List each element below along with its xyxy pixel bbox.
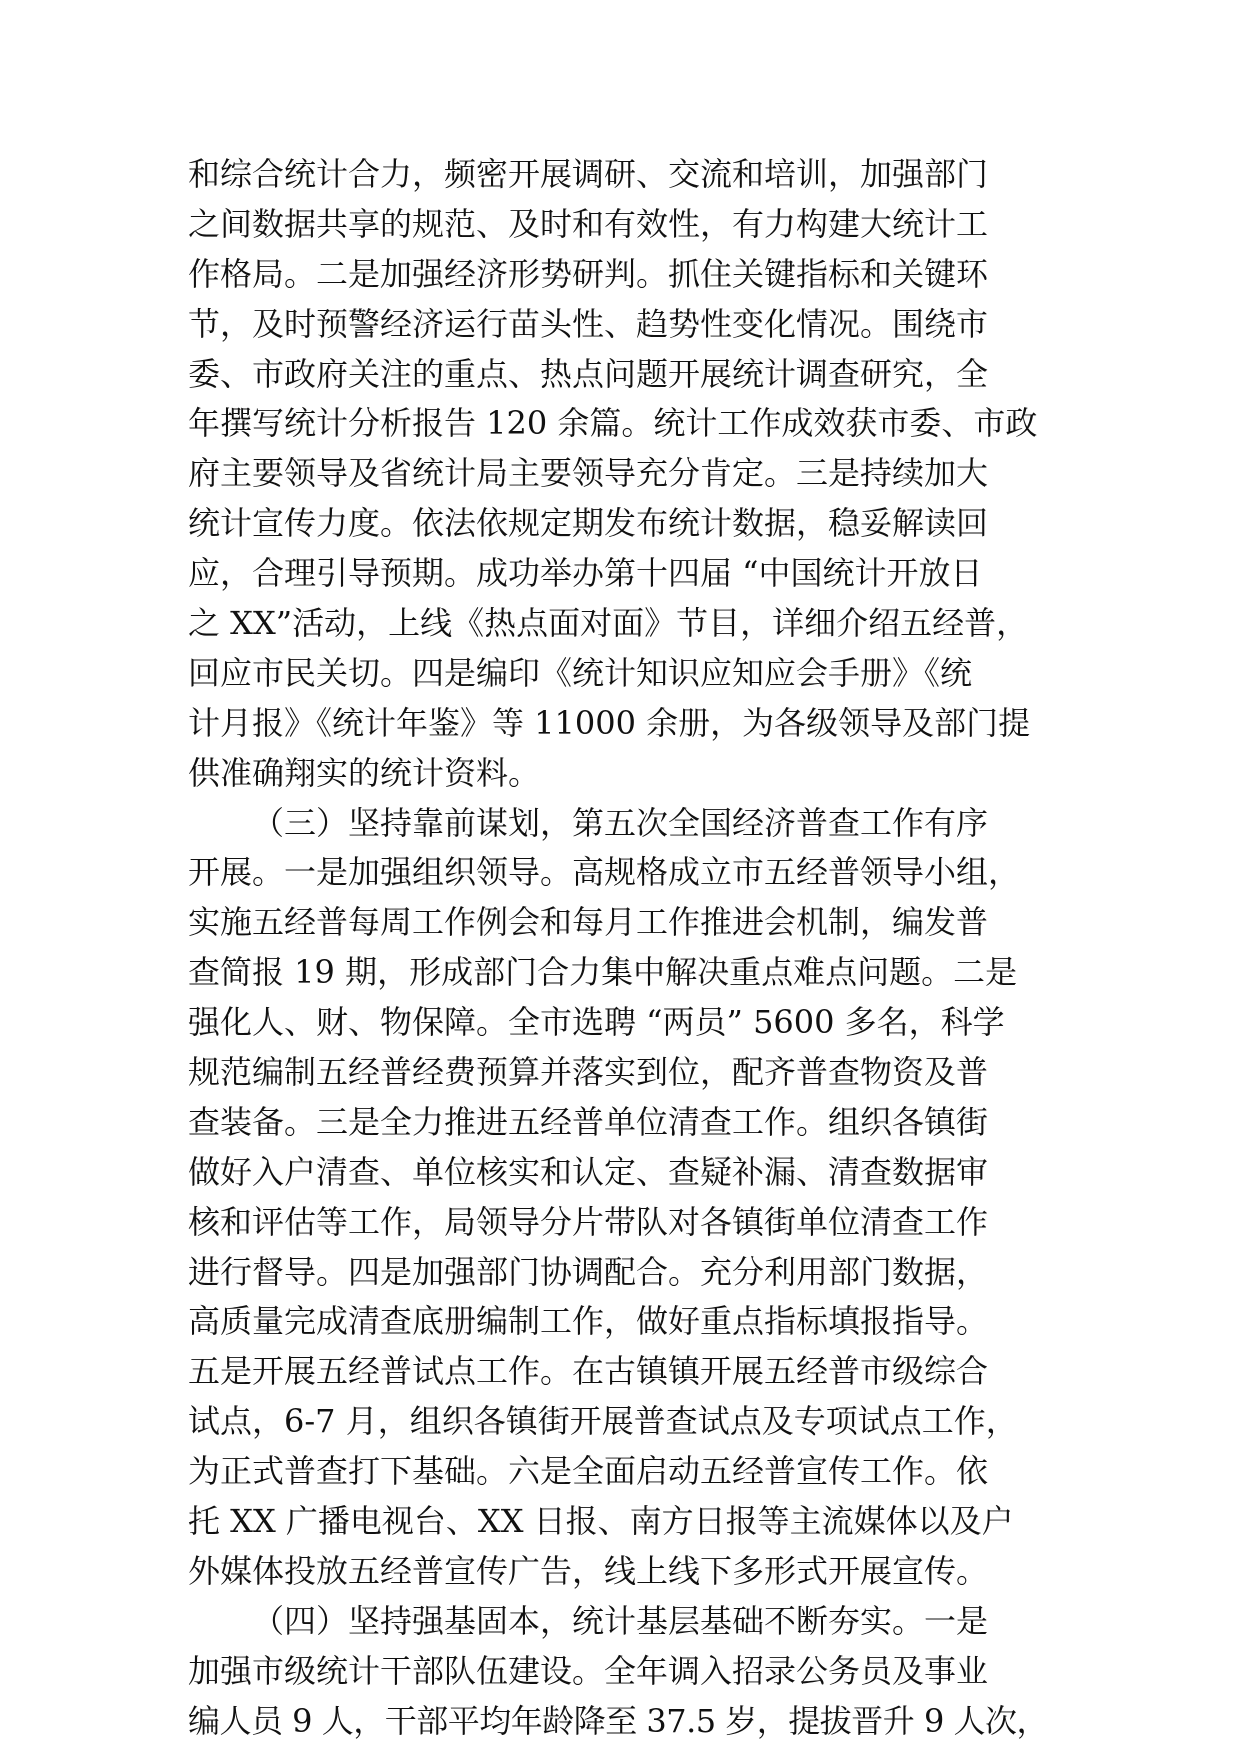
text-line: 试点，6-7 月，组织各镇街开展普查试点及专项试点工作， <box>188 1402 1018 1441</box>
text-line: 核和评估等工作，局领导分片带队对各镇街单位清查工作 <box>188 1202 989 1241</box>
text-line: 开展。一是加强组织领导。高规格成立市五经普领导小组， <box>188 853 1021 892</box>
paragraph-start-line: （四）坚持强基固本，统计基层基础不断夯实。一是 <box>252 1601 989 1640</box>
text-line: 应，合理引导预期。成功举办第十四届 “中国统计开放日 <box>188 554 983 593</box>
text-line: 统计宣传力度。依法依规定期发布统计数据，稳妥解读回 <box>188 504 989 543</box>
text-line: 为正式普查打下基础。六是全面启动五经普宣传工作。依 <box>188 1452 989 1491</box>
text-line: 加强市级统计干部队伍建设。全年调入招录公务员及事业 <box>188 1651 989 1690</box>
text-line: 五是开展五经普试点工作。在古镇镇开展五经普市级综合 <box>188 1352 989 1391</box>
text-line: 编人员 9 人，干部平均年龄降至 37.5 岁，提拔晋升 9 人次， <box>188 1701 1049 1740</box>
text-line: 规范编制五经普经费预算并落实到位，配齐普查物资及普 <box>188 1053 989 1092</box>
text-line: 托 XX 广播电视台、XX 日报、南方日报等主流媒体以及户 <box>188 1502 1014 1541</box>
text-line: 外媒体投放五经普宣传广告，线上线下多形式开展宣传。 <box>188 1551 989 1590</box>
text-line: 节，及时预警经济运行苗头性、趋势性变化情况。围绕市 <box>188 304 989 343</box>
text-line: 委、市政府关注的重点、热点问题开展统计调查研究，全 <box>188 354 989 393</box>
document-body <box>188 150 1048 1747</box>
text-line: 之间数据共享的规范、及时和有效性，有力构建大统计工 <box>188 204 989 243</box>
text-line: 之 XX”活动，上线《热点面对面》节目，详细介绍五经普， <box>188 604 1029 643</box>
text-line: 计月报》《统计年鉴》等 11000 余册，为各级领导及部门提 <box>188 703 1031 742</box>
text-line: 查简报 19 期，形成部门合力集中解决重点难点问题。二是 <box>188 953 1018 992</box>
text-line: 年撰写统计分析报告 120 余篇。统计工作成效获市委、市政 <box>188 404 1038 443</box>
text-line: 实施五经普每周工作例会和每月工作推进会机制，编发普 <box>188 903 989 942</box>
text-line: 强化人、财、物保障。全市选聘 “两员” 5600 多名，科学 <box>188 1003 1005 1042</box>
text-line: 府主要领导及省统计局主要领导充分肯定。三是持续加大 <box>188 454 989 493</box>
paragraph-start-line: （三）坚持靠前谋划，第五次全国经济普查工作有序 <box>252 803 989 842</box>
text-line: 进行督导。四是加强部门协调配合。充分利用部门数据， <box>188 1252 989 1291</box>
text-line: 查装备。三是全力推进五经普单位清查工作。组织各镇街 <box>188 1102 989 1141</box>
text-line: 回应市民关切。四是编印《统计知识应知应会手册》《统 <box>188 653 973 692</box>
text-line: 和综合统计合力，频密开展调研、交流和培训，加强部门 <box>188 155 989 193</box>
text-line: 做好入户清查、单位核实和认定、查疑补漏、清查数据审 <box>188 1152 989 1191</box>
text-line: 作格局。二是加强经济形势研判。抓住关键指标和关键环 <box>188 254 989 293</box>
text-line: 供准确翔实的统计资料。 <box>188 753 541 792</box>
text-line: 高质量完成清查底册编制工作，做好重点指标填报指导。 <box>188 1302 989 1341</box>
